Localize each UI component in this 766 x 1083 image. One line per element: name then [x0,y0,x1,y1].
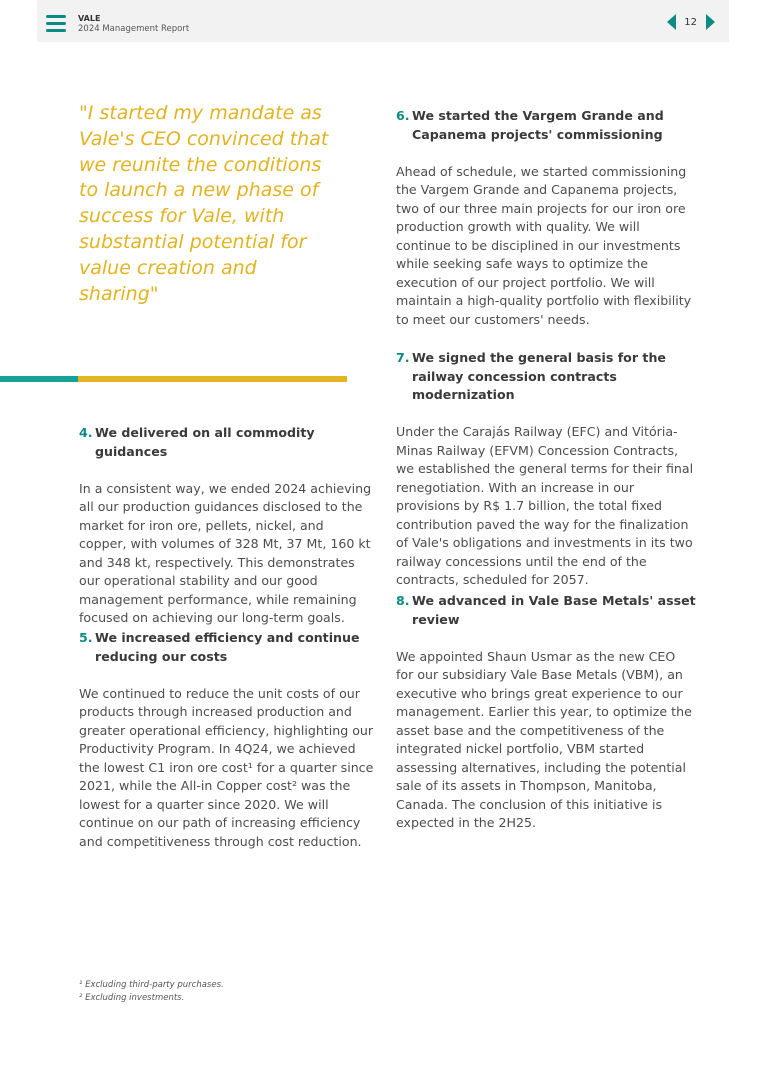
section-heading [396,107,696,144]
page-navigator [667,13,715,31]
section-heading [396,592,696,629]
section-4 [79,424,375,628]
section-body: Under the Carajás Railway (EFC) and Vitória-Minas Railway (EFVM) Concession Contracts, we established the general terms for their final renegotiation. With an increase in our provisions by R$ 1.7 billion, the total fixed contribution paved the way for the finalization of Vale's obligations and investments in its two railway concessions until the end of the contracts, scheduled for 2057. [396,424,694,588]
section-title: We signed the general basis for the railway concession contracts modernization [412,350,666,402]
footnote-1: ¹ Excluding third-party purchases. [79,980,224,990]
brand-block [78,13,189,35]
section-title: We advanced in Vale Base Metals' asset review [412,593,696,627]
section-heading [79,424,375,461]
section-number: 6. [396,108,410,123]
section-body: Ahead of schedule, we started commissioning the Vargem Grande and Capanema projects, two of our three main projects for our iron ore production growth with quality. We will continue to be disciplined in our investments while seeking safe ways to optimize the execution of our project portfolio. We will maintain a high-quality portfolio with flexibility to meet our customers' needs. [396,163,692,327]
section-body: In a consistent way, we ended 2024 achieving all our production guidances disclosed to the market for iron ore, pellets, nickel, and copper, with volumes of 328 Mt, 37 Mt, 160 kt and 348 kt, respectively. This demonstrates our operational stability and our good management performance, while remaining focused on achieving our long-term goals. [79,480,372,626]
menu-icon[interactable] [46,15,66,32]
section-title: We started the Vargem Grande and Capanema projects' commissioning [412,108,664,142]
section-title: We delivered on all commodity guidances [95,425,315,459]
section-5 [79,629,375,851]
section-6 [396,107,696,329]
ceo-quote: "I started my mandate as Vale's CEO convinced that we reunite the conditions to launch a new phase of success for Vale, with substantial potential for value creation and sharing" [79,102,329,305]
brand-name: VALE [78,14,101,23]
section-number: 5. [79,630,93,645]
divider-teal [0,376,78,382]
section-number: 7. [396,350,410,365]
section-heading [79,629,375,666]
page-number: 12 [684,16,697,28]
divider-gold [78,376,347,382]
section-7 [396,349,696,590]
footnote-2: ² Excluding investments. [79,992,185,1003]
section-number: 4. [79,425,93,440]
section-title: We increased efficiency and continue reducing our costs [95,630,360,664]
footnotes [79,979,224,1004]
section-8 [396,592,696,833]
arrow-right-icon[interactable] [706,14,715,30]
section-heading [396,349,696,405]
section-number: 8. [396,593,410,608]
report-title: 2024 Management Report [78,24,190,34]
section-body: We continued to reduce the unit costs of our products through increased production and greater operational efficiency, highlighting our Productivity Program. In 4Q24, we achieved the lowest C1 iron ore cost¹ for a quarter since 2021, while the All-in Copper cost² was the lowest for a quarter since 2020. We will continue on our path of increasing efficiency and competitiveness through cost reduction. [79,685,374,849]
section-body: We appointed Shaun Usmar as the new CEO for our subsidiary Vale Base Metals (VBM), an executive who brings great experience to our management. Earlier this year, to optimize the asset base and the competitiveness of the integrated nickel portfolio, VBM started assessing alternatives, including the potential sale of its assets in Thompson, Manitoba, Canada. The conclusion of this initiative is expected in the 2H25. [396,648,692,831]
arrow-left-icon[interactable] [667,14,676,30]
top-bar [37,0,729,42]
